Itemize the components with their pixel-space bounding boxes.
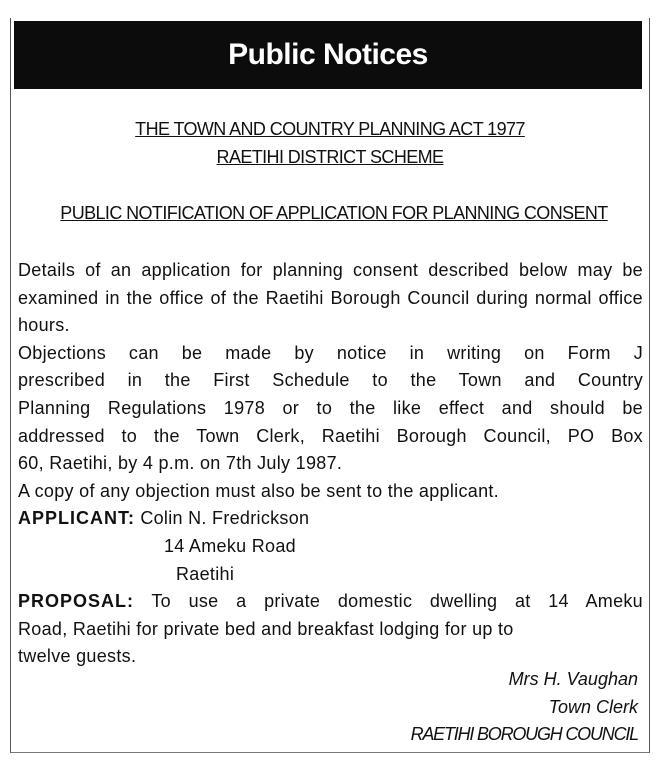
objections-line-5: 60, Raetihi, by 4 p.m. on 7th July 1987. — [18, 453, 343, 474]
signoff-council: RAETIHI BOROUGH COUNCIL — [410, 724, 638, 744]
signoff-name: Mrs H. Vaughan — [508, 669, 638, 689]
act-heading: THE TOWN AND COUNTRY PLANNING ACT 1977 — [135, 119, 525, 139]
proposal-line-1 — [18, 588, 643, 616]
objections-line-3: Planning Regulations 1978 or to the like effect and should be — [18, 397, 643, 418]
proposal-line-3: twelve guests. — [18, 646, 137, 667]
proposal-label: PROPOSAL: — [18, 591, 135, 612]
copy-paragraph: A copy of any objection must also be sent to the applicant. — [18, 480, 499, 501]
signoff-title: Town Clerk — [548, 697, 638, 717]
objections-line-4: addressed to the Town Clerk, Raetihi Borough Council, PO Box — [18, 425, 643, 446]
objections-line-2: prescribed in the First Schedule to the Town and Country — [18, 370, 643, 391]
notification-heading: PUBLIC NOTIFICATION OF APPLICATION FOR PLANNING CONSENT — [60, 203, 608, 223]
applicant-address-1: 14 Ameku Road — [164, 535, 296, 556]
applicant-line — [18, 505, 643, 533]
applicant-name: Colin N. Fredrickson — [140, 508, 310, 529]
public-notices-banner — [14, 21, 642, 89]
details-paragraph: Details of an application for planning consent described below may be examined in the office of the Raetihi Borough Council during normal office hours. — [18, 260, 643, 336]
proposal-line-2: Road, Raetihi for private bed and breakfast lodging for up to — [18, 618, 514, 639]
banner-title: Public Notices — [228, 38, 428, 71]
applicant-label: APPLICANT: — [18, 508, 135, 529]
proposal-text-1: To use a private domestic dwelling at 14 Ameku — [151, 591, 643, 612]
notice-body — [18, 257, 643, 671]
applicant-address-2: Raetihi — [176, 563, 235, 584]
objections-line-1: Objections can be made by notice in writing on Form J — [18, 342, 643, 363]
scheme-heading: RAETIHI DISTRICT SCHEME — [216, 147, 444, 167]
